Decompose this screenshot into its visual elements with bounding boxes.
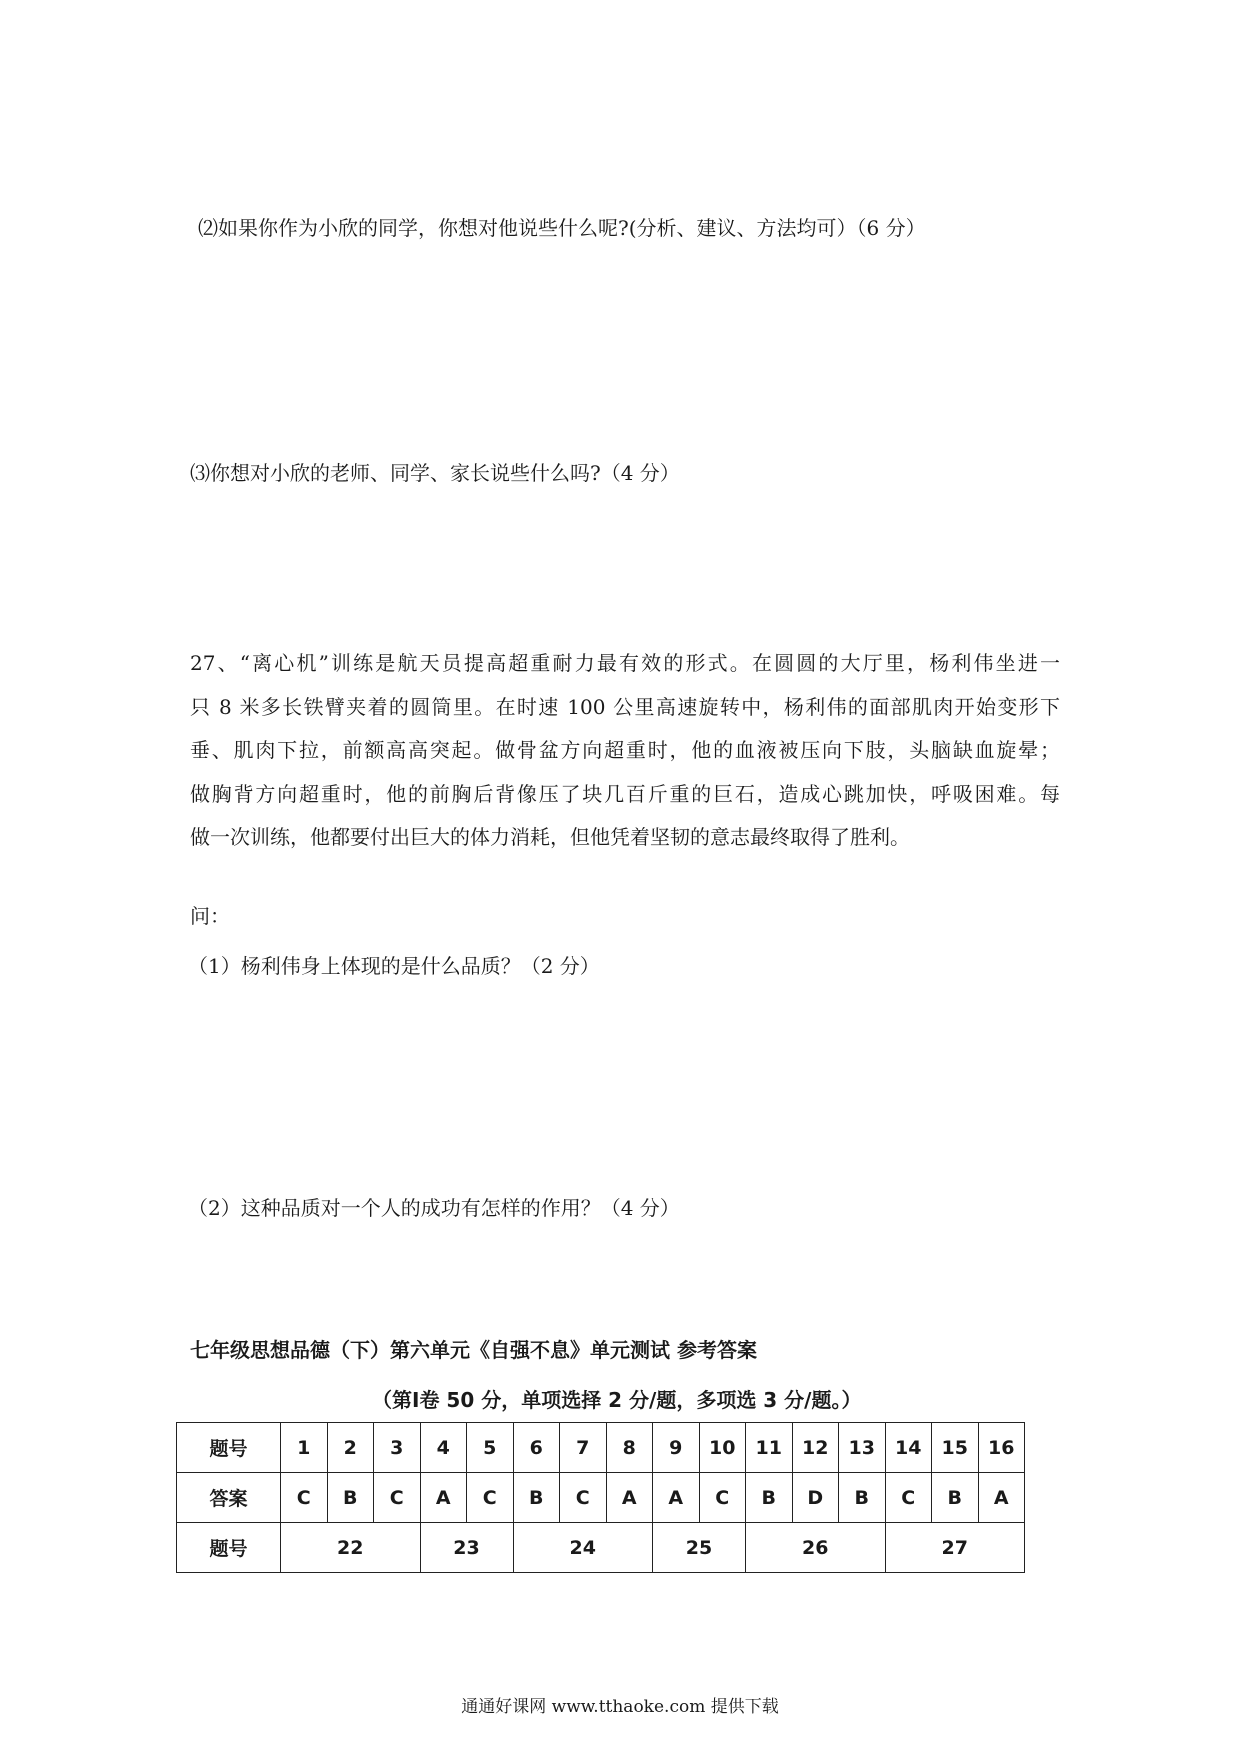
question-number: 5 <box>467 1423 514 1473</box>
answer-cell: B <box>932 1473 979 1523</box>
answer-cell: C <box>885 1473 932 1523</box>
question-number: 8 <box>606 1423 653 1473</box>
answer-cell: A <box>606 1473 653 1523</box>
question-number: 4 <box>420 1423 467 1473</box>
q27-line: 做胸背方向超重时，他的前胸后背像压了块几百斤重的巨石，造成心跳加快，呼吸困难。每 <box>190 781 1060 806</box>
footer: 通通好课网 www.tthaoke.com 提供下载 <box>461 1697 779 1717</box>
answer-cell: A <box>653 1473 700 1523</box>
q27-line: 垂、肌肉下拉，前额高高突起。做骨盆方向超重时，他的血液被压向下肢，头脑缺血旋晕； <box>190 738 1060 762</box>
question-number: 22 <box>281 1523 421 1573</box>
question-number: 10 <box>699 1423 746 1473</box>
answer-cell: B <box>839 1473 886 1523</box>
question-number: 23 <box>420 1523 513 1573</box>
table-row <box>177 1423 1025 1473</box>
answer-cell: C <box>560 1473 607 1523</box>
answer-cell: C <box>467 1473 514 1523</box>
answer-cell: B <box>746 1473 793 1523</box>
q27-line: 做一次训练，他都要付出巨大的体力消耗，但他凭着坚韧的意志最终取得了胜利。 <box>190 825 910 849</box>
q27-paragraph <box>190 642 1060 860</box>
question-number: 26 <box>746 1523 886 1573</box>
question-number: 9 <box>653 1423 700 1473</box>
answer-table <box>176 1422 1025 1573</box>
question-number: 11 <box>746 1423 793 1473</box>
question-number: 3 <box>374 1423 421 1473</box>
row-label: 题号 <box>177 1423 281 1473</box>
answer-key-subtitle: （第Ⅰ卷 50 分，单项选择 2 分/题，多项选 3 分/题。） <box>372 1388 862 1412</box>
question-number: 16 <box>978 1423 1025 1473</box>
q26-sub3: ⑶你想对小欣的老师、同学、家长说些什么吗?（4 分） <box>190 461 680 485</box>
table-row <box>177 1473 1025 1523</box>
answer-cell: B <box>327 1473 374 1523</box>
answer-cell: B <box>513 1473 560 1523</box>
q27-line: 只 8 米多长铁臂夹着的圆筒里。在时速 100 公里高速旋转中，杨利伟的面部肌肉开始变形下 <box>190 694 1060 719</box>
row-label: 题号 <box>177 1523 281 1573</box>
question-number: 6 <box>513 1423 560 1473</box>
question-number: 27 <box>885 1523 1025 1573</box>
answer-cell: A <box>978 1473 1025 1523</box>
answer-cell: A <box>420 1473 467 1523</box>
question-number: 1 <box>281 1423 328 1473</box>
question-number: 14 <box>885 1423 932 1473</box>
q27-ask: 问： <box>190 904 230 928</box>
q26-sub2: ⑵如果你作为小欣的同学，你想对他说些什么呢?(分析、建议、方法均可）（6 分） <box>198 216 926 240</box>
table-row <box>177 1523 1025 1573</box>
question-number: 13 <box>839 1423 886 1473</box>
answer-cell: C <box>281 1473 328 1523</box>
question-number: 7 <box>560 1423 607 1473</box>
row-label: 答案 <box>177 1473 281 1523</box>
q27-line: 27、“离心机”训练是航天员提高超重耐力最有效的形式。在圆圆的大厅里，杨利伟坐进一 <box>190 651 1060 675</box>
question-number: 25 <box>653 1523 746 1573</box>
q27-sub1: （1）杨利伟身上体现的是什么品质？（2 分） <box>188 954 600 978</box>
answer-cell: D <box>792 1473 839 1523</box>
question-number: 12 <box>792 1423 839 1473</box>
question-number: 24 <box>513 1523 653 1573</box>
answer-cell: C <box>374 1473 421 1523</box>
answer-cell: C <box>699 1473 746 1523</box>
q27-sub2: （2）这种品质对一个人的成功有怎样的作用？（4 分） <box>188 1196 680 1220</box>
answer-key-title: 七年级思想品德（下）第六单元《自强不息》单元测试 参考答案 <box>190 1338 757 1362</box>
question-number: 2 <box>327 1423 374 1473</box>
question-number: 15 <box>932 1423 979 1473</box>
